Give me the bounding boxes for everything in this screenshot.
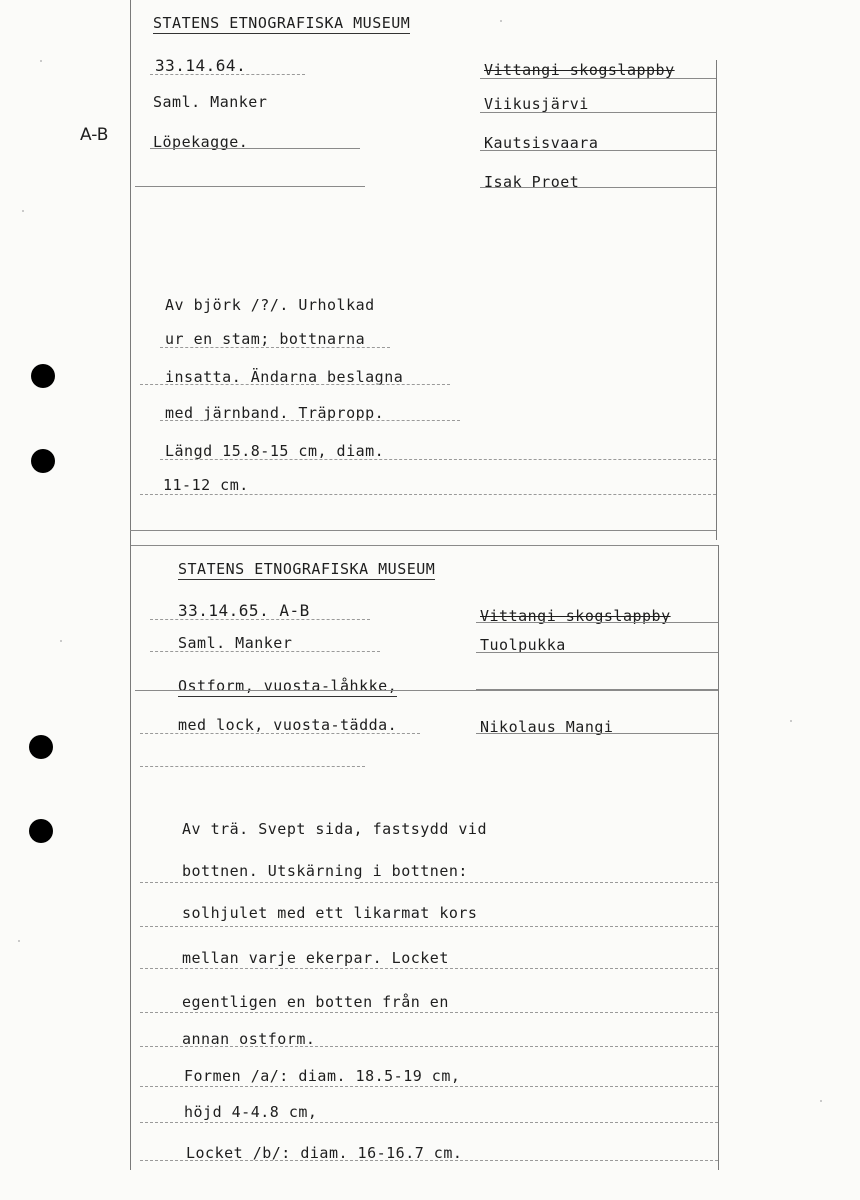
scan-speck xyxy=(22,210,24,212)
scan-speck xyxy=(820,1100,822,1102)
binder-hole xyxy=(29,819,53,843)
place-village: Tuolpukka xyxy=(480,636,566,654)
description-line: Av trä. Svept sida, fastsydd vid xyxy=(182,820,487,838)
description-line: Formen /a/: diam. 18.5-19 cm, xyxy=(184,1067,461,1085)
card-border xyxy=(718,545,719,1170)
object-name-text: Ostform, vuosta-låhkke, xyxy=(178,677,398,695)
scan-speck xyxy=(60,640,62,642)
place-district: Vittangi skogslappby xyxy=(480,607,671,625)
place-locality: Kautsisvaara xyxy=(484,134,599,152)
description-line: ur en stam; bottnarna xyxy=(165,330,366,348)
binder-hole xyxy=(31,449,55,473)
person-name: Nikolaus Mangi xyxy=(480,718,614,736)
catalog-number: 33.14.64. xyxy=(155,56,247,75)
place-village: Viikusjärvi xyxy=(484,95,589,113)
object-name: Löpekagge. xyxy=(153,133,249,151)
description-line: solhjulet med ett likarmat kors xyxy=(182,904,478,922)
scan-speck xyxy=(500,20,502,22)
description-line: Av björk /?/. Urholkad xyxy=(165,296,375,314)
description-line: höjd 4-4.8 cm, xyxy=(184,1103,318,1121)
collection-name: Saml. Manker xyxy=(178,634,293,652)
description-line: bottnen. Utskärning i bottnen: xyxy=(182,862,468,880)
catalog-number: 33.14.65. A-B xyxy=(178,601,310,620)
handwritten-mark: A-B xyxy=(80,125,109,145)
object-name xyxy=(178,677,397,695)
card-border xyxy=(130,530,716,531)
scan-speck xyxy=(790,720,792,722)
card-border xyxy=(130,545,718,546)
description-line: egentligen en botten från en xyxy=(182,993,449,1011)
description-line: 11-12 cm. xyxy=(163,476,249,494)
card-border xyxy=(130,0,131,545)
scan-speck xyxy=(40,60,42,62)
binder-hole xyxy=(29,735,53,759)
object-lid-text: med lock, vuosta-tädda. xyxy=(178,716,398,734)
card-border xyxy=(130,545,131,1170)
description-line: Längd 15.8-15 cm, diam. xyxy=(165,442,385,460)
scan-speck xyxy=(18,940,20,942)
description-line: insatta. Ändarna beslagna xyxy=(165,368,404,386)
object-lid-name xyxy=(178,716,397,734)
card-border xyxy=(716,60,717,540)
person-name: Isak Proet xyxy=(484,173,580,191)
museum-header: STATENS ETNOGRAFISKA MUSEUM xyxy=(178,560,436,578)
binder-hole xyxy=(31,364,55,388)
description-line: Locket /b/: diam. 16-16.7 cm. xyxy=(186,1144,463,1162)
description-line: mellan varje ekerpar. Locket xyxy=(182,949,449,967)
museum-header: STATENS ETNOGRAFISKA MUSEUM xyxy=(153,14,411,32)
description-line: annan ostform. xyxy=(182,1030,316,1048)
description-line: med järnband. Träpropp. xyxy=(165,404,385,422)
place-district: Vittangi skogslappby xyxy=(484,61,675,79)
collection-name: Saml. Manker xyxy=(153,93,268,111)
